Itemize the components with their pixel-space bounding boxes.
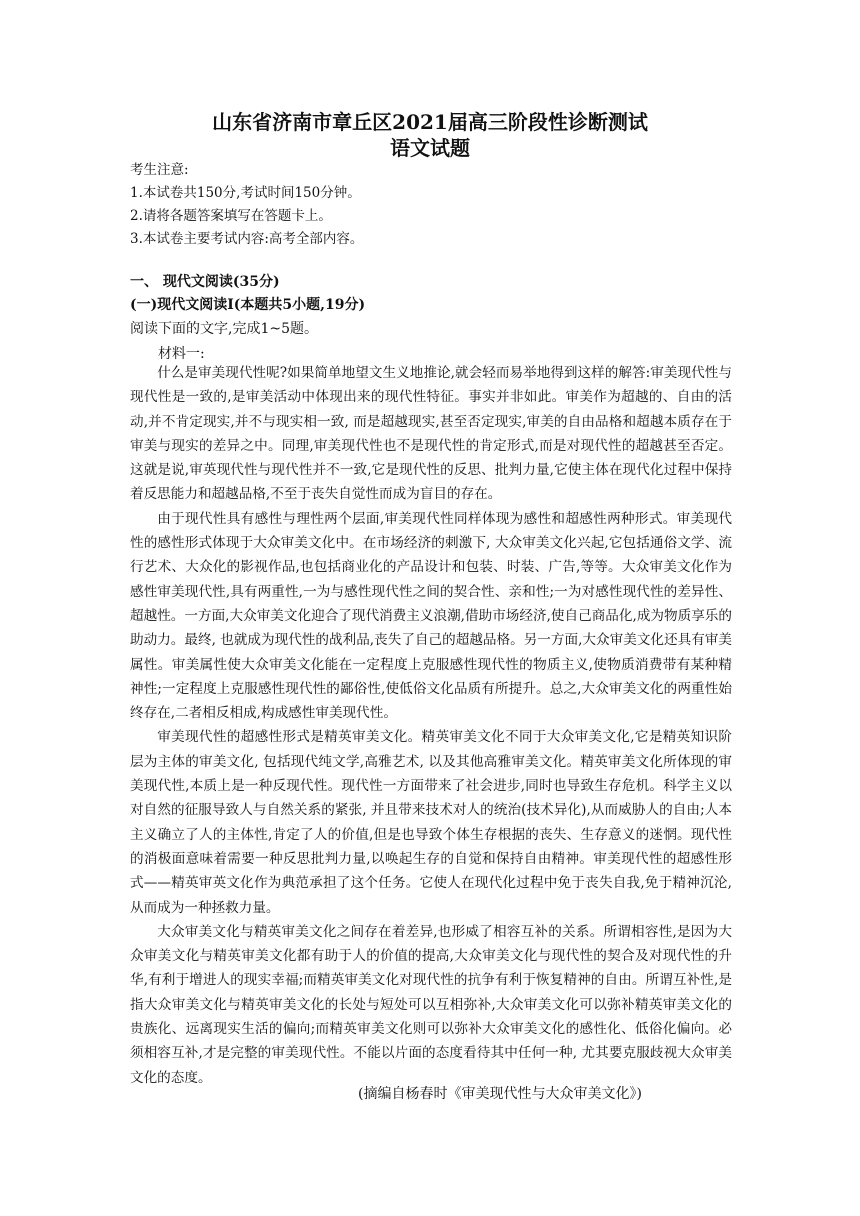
paragraph: 大众审美文化与精英审美文化之间存在着差异,也形威了相容互补的关系。所谓相容性,是因为大众审美文化与精英审美文化都有助于人的价值的提高,大众审美文化与现代性的契合及对现代性的升华,有利于增进人的现实幸福;而精英审美文化对现代性的抗争有利于恢复精神的自由。所谓互补性,是指大众审美文化与精英审美文化的长处与短处可以互相弥补,大众审美文化可以弥补精英审美文化的贵族化、远离现实生活的偏向;而精英审美文化则可以弥补大众审美文化的感性化、低俗化偏向。必须相容互补,才是完整的审美现代性。不能以片面的态度看待其中任何一种, 尤其要克服歧视大众审美文化的态度。 bbox=[130, 923, 732, 1086]
notice-item: 3.本试卷主要考试内容:高考全部内容。 bbox=[130, 231, 364, 247]
subsection-heading: (一)现代文阅读Ⅰ(本题共5小题,19分) bbox=[130, 297, 366, 313]
paragraph: 审美现代性的超感性形式是精英审美文化。精英审美文化不同于大众审美文化,它是精英知识阶层为主体的审美文化, 包括现代纯文学,高雅艺术, 以及其他高雅审美文化。精英审美文化所体现的审美现代性,本质上是一种反现代性。现代性一方面带来了社会进步,同时也导致生存危机。科学主义以对自然的征服导致人与自然关系的紧张, 并且带来技术对人的统治(技术异化),从而威胁人的自由;人本主义确立了人的主体性,肯定了人的价值,但是也导致个体生存根据的丧失、生存意义的迷惘。现代性的消极面意味着需要一种反思批判力量,以唤起生存的自觉和保持自由精神。审美现代性的超感性形式——精英审英文化作为典范承担了这个任务。它使人在现代化过程中免于丧失自我,免于精神沉沦,从而成为一种拯救力量。 bbox=[130, 729, 732, 916]
candidate-notice bbox=[130, 159, 363, 251]
notice-item: 2.请将各题答案填写在答题卡上。 bbox=[130, 208, 332, 224]
material-label: 材料一: bbox=[158, 346, 205, 362]
reading-instruction: 阅读下面的文字,完成1~5题。 bbox=[130, 321, 318, 337]
notice-item: 1.本试卷共150分,考试时间150分钟。 bbox=[130, 185, 361, 201]
paragraph: 由于现代性具有感性与理性两个层面,审美现代性同样体现为感性和超感性两种形式。审美现代性的感性形式体现于大众审美文化中。在市场经济的刺激下, 大众审美文化兴起,它包括通俗文学、流行艺术、大众化的影视作品,也包括商业化的产品设计和包装、时装、广告,等等。大众审美文化作为感性审美现代性,具有两重性,一为与感性现代性之间的契合性、亲和性;一为对感性现代性的差异性、超越性。一方面,大众审美文化迎合了现代消费主义浪潮,借助市场经济,使自己商品化,成为物质享乐的助动力。最终, 也就成为现代性的战利品,丧失了自己的超越品格。另一方面,大众审美文化还具有审美属性。审美属性使大众审美文化能在一定程度上克服感性现代性的物质主义,使物质消费带有某种精神性;一定程度上克服感性现代性的鄙俗性,使低俗文化品质有所提升。总之,大众审美文化的两重性始终存在,二者相反相成,构成感性审美现代性。 bbox=[130, 510, 732, 722]
source-citation: (摘编自杨春时《审美现代性与大众审美文化》) bbox=[358, 1086, 642, 1102]
paragraph: 什么是审美现代性呢?如果简单地望文生义地推论,就会轻而易举地得到这样的解答:审美现代性与现代性是一致的,是审美活动中体现出来的现代性特征。事实并非如此。审美作为超越的、自由的活动,并不肯定现实,并不与现实相一致, 而是超越现实,甚至否定现实,审美的自由品格和超越本质存在于审美与现实的差异之中。同理,审美现代性也不是现代性的肯定形式,而是对现代性的超越甚至否定。这就是说,审英现代性与现代性并不一致,它是现代性的反思、批判力量,它使主体在现代化过程中保持着反思能力和超越品格,不至于丧失自觉性而成为盲目的存在。 bbox=[130, 365, 732, 503]
notice-heading: 考生注意: bbox=[130, 162, 189, 178]
material-text bbox=[130, 361, 732, 1090]
exam-title: 山东省济南市章丘区2021届高三阶段性诊断测试 bbox=[212, 110, 648, 134]
subject-title: 语文试题 bbox=[390, 136, 470, 160]
section-heading: 一、 现代文阅读(35分) bbox=[130, 274, 280, 290]
